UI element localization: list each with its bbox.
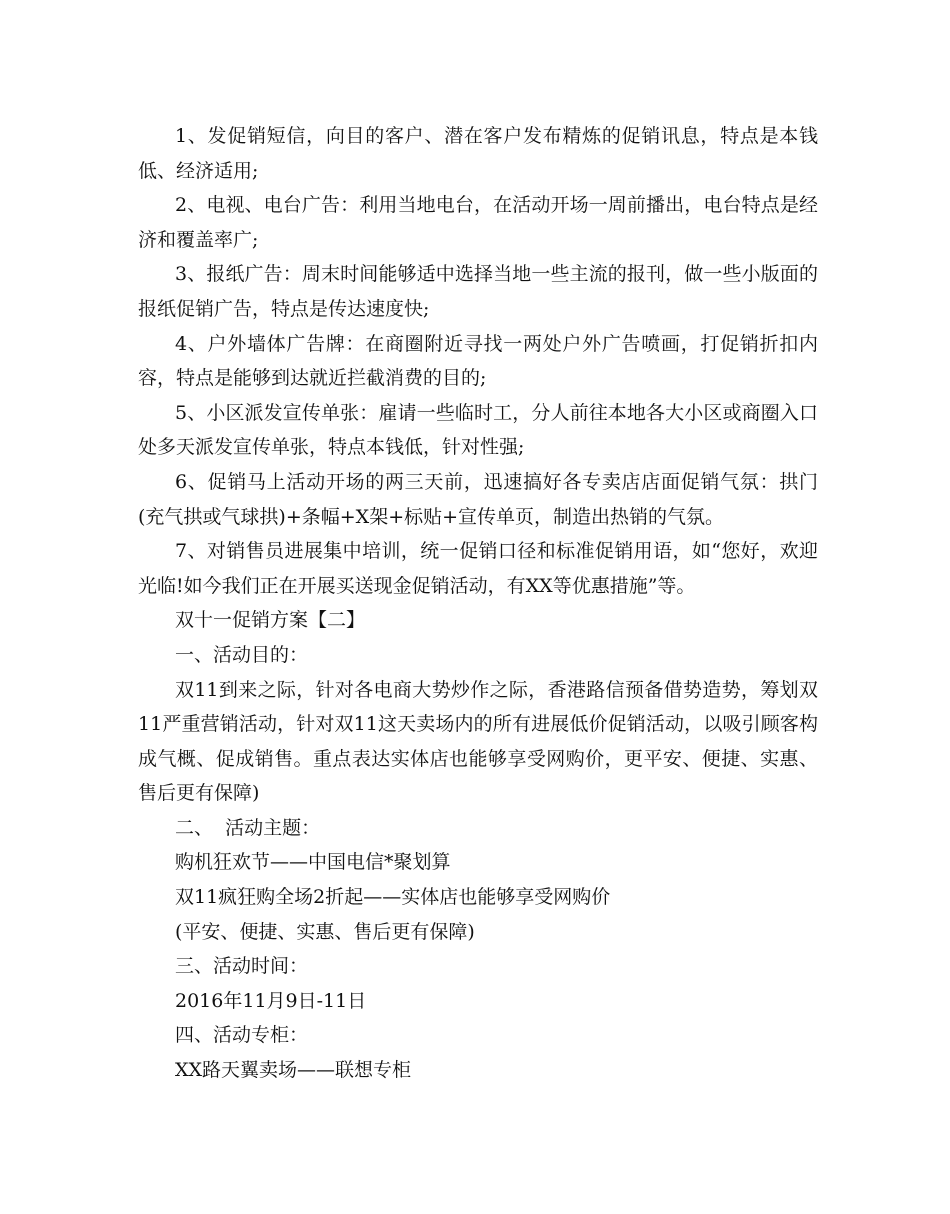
heading-time: 三、活动时间： <box>175 955 309 978</box>
heading-counter: 四、活动专柜： <box>175 1024 309 1047</box>
theme-line-2: 双11疯狂购全场2折起——实体店也能够享受网购价 <box>175 886 611 909</box>
time-text: 2016年11月9日-11日 <box>175 989 367 1012</box>
paragraph-sms: 1、发促销短信，向目的客户、潜在客户发布精炼的促销讯息，特点是本钱低、经济适用; <box>138 125 818 182</box>
paragraph-purpose: 双11到来之际，针对各电商大势炒作之际，香港路信预备借势造势，筹划双11严重营销活动，针对双11这天卖场内的所有进展低价促销活动，以吸引顾客构成气概、促成销售。重点表达实体店也能够享受网购价，更平安、便捷、实惠、售后更有保障) <box>138 678 818 805</box>
theme-line-3: (平安、便捷、实惠、售后更有保障) <box>175 920 475 943</box>
paragraph-tv-radio: 2、电视、电台广告：利用当地电台，在活动开场一周前播出，电台特点是经济和覆盖率广; <box>138 194 818 251</box>
paragraph-store-decor: 6、促销马上活动开场的两三天前，迅速搞好各专卖店店面促销气氛：拱门(充气拱或气球拱)+条幅+X架+标贴+宣传单页，制造出热销的气氛。 <box>138 470 818 528</box>
counter-text: XX路天翼卖场——联想专柜 <box>175 1059 412 1082</box>
theme-line-1: 购机狂欢节——中国电信*聚划算 <box>175 851 451 874</box>
section-title: 双十一促销方案【二】 <box>175 609 366 632</box>
heading-theme: 二、 活动主题： <box>175 816 321 839</box>
paragraph-training: 7、对销售员进展集中培训，统一促销口径和标准促销用语，如“您好，欢迎光临!如今我们正在开展买送现金促销活动，有XX等优惠措施”等。 <box>138 540 818 597</box>
paragraph-outdoor: 4、户外墙体广告牌：在商圈附近寻找一两处户外广告喷画，打促销折扣内容，特点是能够到达就近拦截消费的目的; <box>138 332 818 390</box>
paragraph-flyers: 5、小区派发宣传单张：雇请一些临时工，分人前往本地各大小区或商圈入口处多天派发宣传单张，特点本钱低，针对性强; <box>138 401 818 459</box>
paragraph-newspaper: 3、报纸广告：周末时间能够适中选择当地一些主流的报刊，做一些小版面的报纸促销广告，特点是传达速度快; <box>138 263 818 320</box>
document-body <box>138 119 818 1088</box>
heading-purpose: 一、活动目的： <box>175 643 309 666</box>
